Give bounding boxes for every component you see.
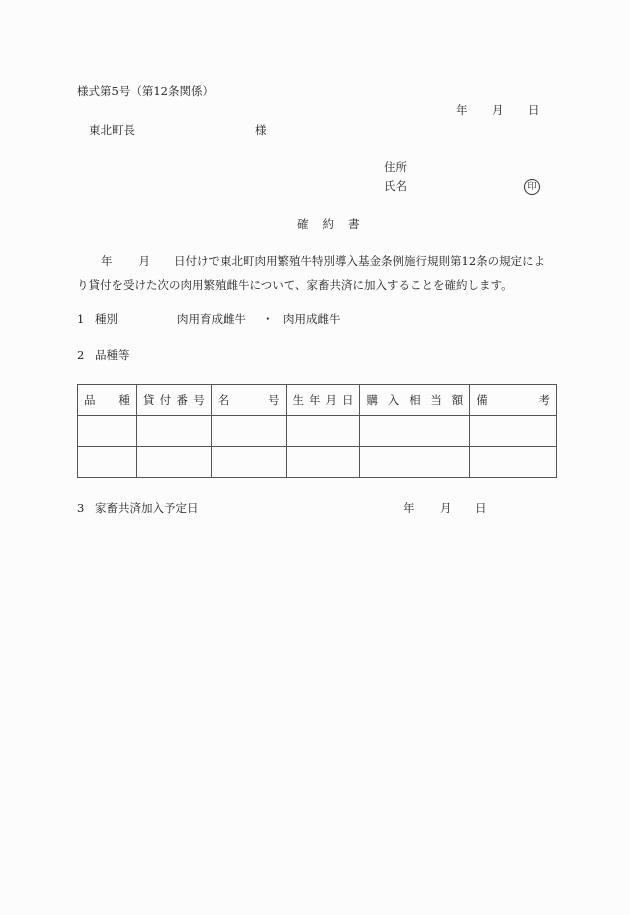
- addressee-honorific: 様: [255, 123, 267, 137]
- header-remarks: 備 考: [470, 385, 557, 416]
- table-cell[interactable]: [470, 416, 557, 447]
- section-3-label: 家畜共済加入予定日: [95, 501, 199, 515]
- header-loan-number: 貸 付 番 号: [136, 385, 211, 416]
- header-date-month: 月: [492, 103, 504, 117]
- table-cell[interactable]: [470, 447, 557, 478]
- table-cell[interactable]: [136, 416, 211, 447]
- addressee-name: 東北町長: [89, 123, 135, 137]
- section-3-day: 日: [475, 501, 487, 515]
- section-3-year: 年: [403, 501, 415, 515]
- body-line2: り貸付を受けた次の肉用繁殖雌牛について、家畜共済に加入することを確約します。: [77, 278, 513, 292]
- section-1-separator: ・: [262, 312, 274, 326]
- header-birth-date: 生 年 月 日: [286, 385, 360, 416]
- section-3-number: 3: [77, 501, 85, 515]
- name-label: 氏名: [384, 179, 407, 193]
- table-cell[interactable]: [211, 447, 286, 478]
- section-1-option-2: 肉用成雌牛: [283, 312, 341, 326]
- section-1-label: 種別: [95, 312, 118, 326]
- table-header-row: [78, 385, 557, 416]
- header-purchase-amount: 購 入 相 当 額: [360, 385, 470, 416]
- table-cell[interactable]: [211, 416, 286, 447]
- body-date-month: 月: [138, 254, 150, 268]
- header-breed: 品 種: [78, 385, 137, 416]
- table-cell[interactable]: [286, 416, 360, 447]
- header-name-number: 名 号: [211, 385, 286, 416]
- address-label: 住所: [384, 160, 407, 174]
- header-date-year: 年: [456, 103, 468, 117]
- table-row: [78, 447, 557, 478]
- section-3-month: 月: [440, 501, 452, 515]
- section-2-label: 品種等: [95, 348, 130, 362]
- body-line1: 日付けで東北町肉用繁殖牛特別導入基金条例施行規則第12条の規定によ: [174, 254, 546, 268]
- header-date-day: 日: [528, 103, 540, 117]
- table-cell[interactable]: [360, 447, 470, 478]
- seal-mark: 印: [524, 179, 540, 195]
- table-cell[interactable]: [360, 416, 470, 447]
- document-title: 確約書: [297, 217, 374, 231]
- section-1-number: 1: [77, 312, 85, 326]
- body-date-year: 年: [101, 254, 113, 268]
- form-number: 様式第5号（第12条関係）: [77, 84, 214, 98]
- table-cell[interactable]: [78, 447, 137, 478]
- table-row: [78, 416, 557, 447]
- table-cell[interactable]: [136, 447, 211, 478]
- table-cell[interactable]: [286, 447, 360, 478]
- section-1-option-1: 肉用育成雌牛: [177, 312, 246, 326]
- table-cell[interactable]: [78, 416, 137, 447]
- breed-table: [77, 384, 557, 478]
- section-2-number: 2: [77, 348, 85, 362]
- body-paragraph: [77, 249, 557, 297]
